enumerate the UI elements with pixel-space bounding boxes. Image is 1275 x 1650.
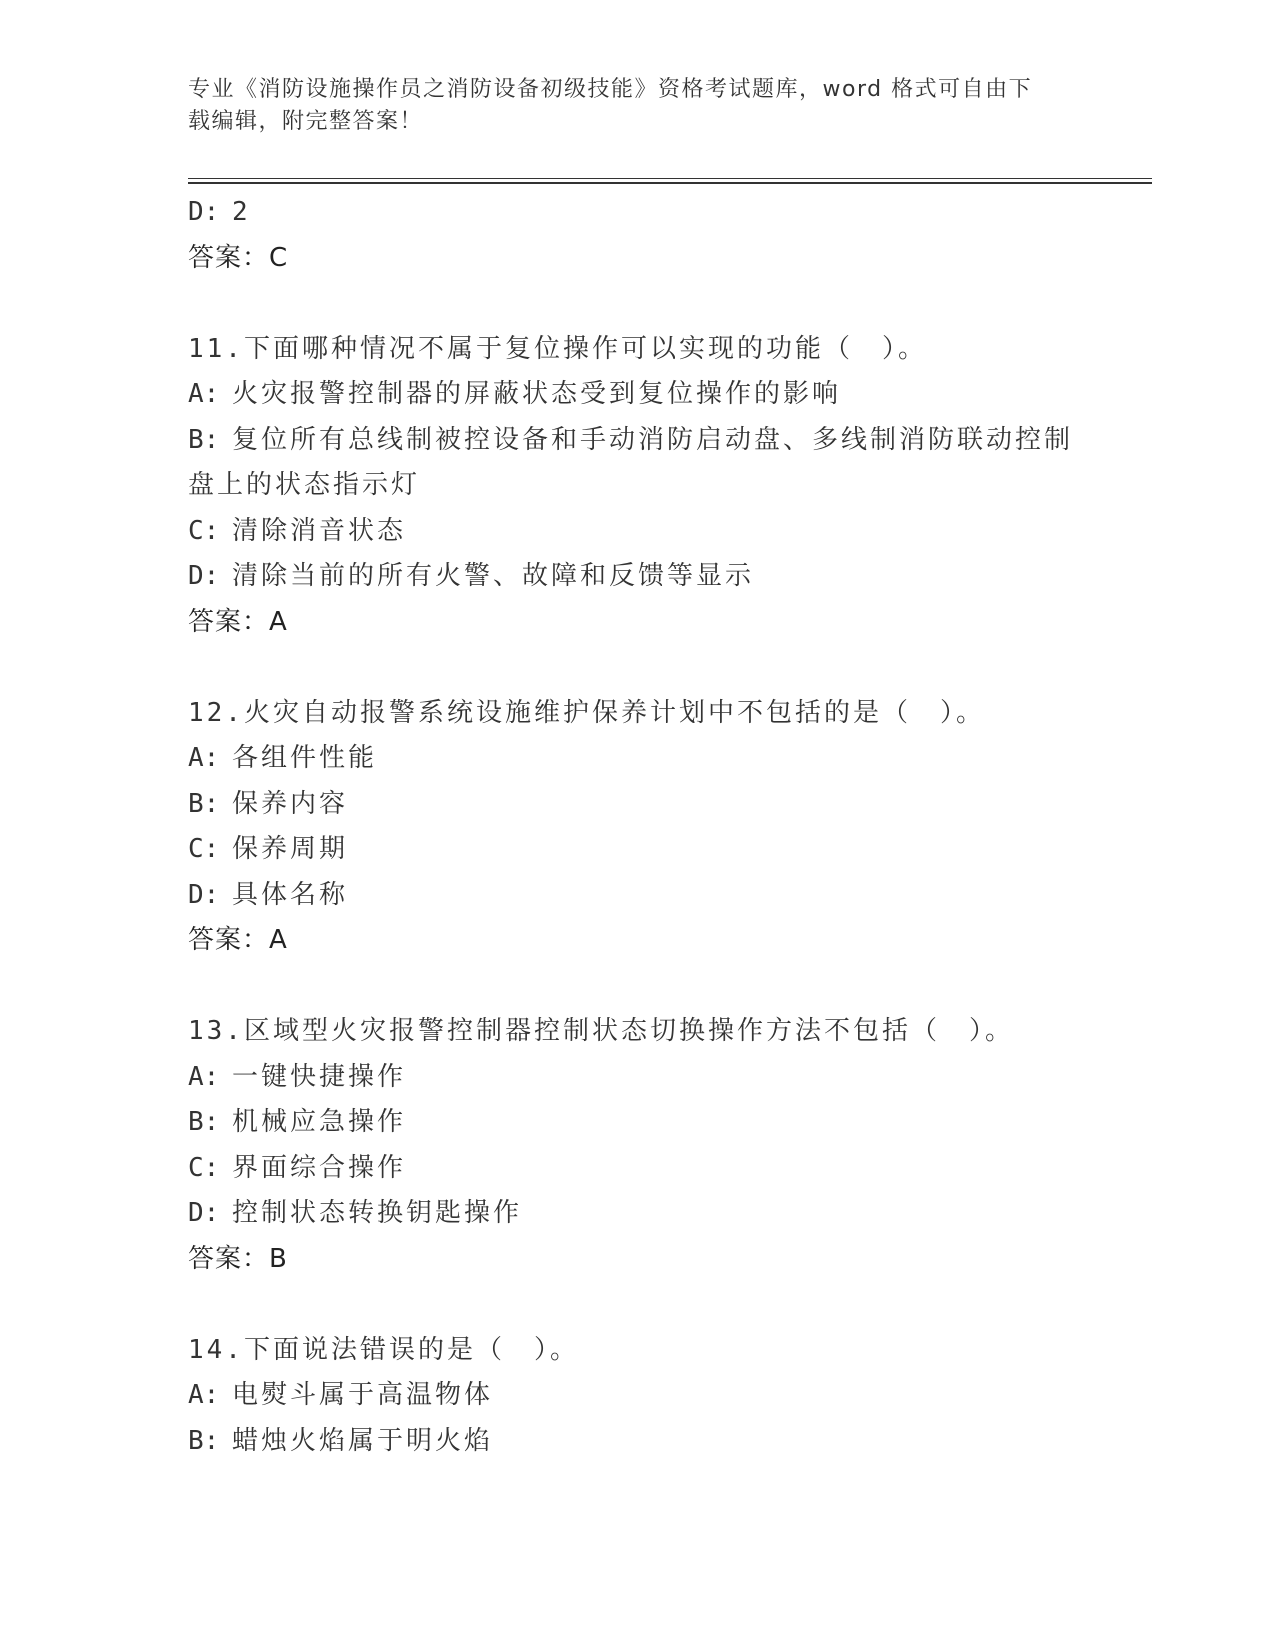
option-label: B: — [188, 1425, 220, 1456]
option-text: 各组件性能 — [232, 743, 378, 773]
option-text: 复位所有总线制被控设备和手动消防启动盘、多线制消防联动控制 — [232, 424, 1074, 455]
option-text: 火灾报警控制器的屏蔽状态受到复位操作的影响 — [232, 379, 842, 409]
question-13-option-c — [188, 1146, 1108, 1192]
spacer — [188, 964, 1108, 1010]
option-label: D: — [188, 879, 220, 910]
option-label: B: — [188, 1107, 220, 1137]
question-list — [188, 190, 1108, 1464]
question-11-option-b — [188, 418, 1108, 464]
option-label: A: — [188, 1061, 220, 1092]
option-text: 界面综合操作 — [232, 1152, 407, 1183]
option-label: C: — [188, 515, 220, 546]
question-14-option-b — [188, 1419, 1108, 1465]
option-label: B: — [188, 424, 220, 455]
question-12-stem: 12.火灾自动报警系统设施维护保养计划中不包括的是（ ）。 — [188, 697, 985, 728]
option-label: A: — [188, 379, 220, 409]
option-label: D: — [188, 561, 220, 591]
option-text: 清除当前的所有火警、故障和反馈等显示 — [232, 561, 755, 591]
option-text: 蜡烛火焰属于明火焰 — [232, 1425, 494, 1456]
question-14-stem: 14.下面说法错误的是（ ）。 — [188, 1334, 579, 1365]
question-13-stem: 13.区域型火灾报警控制器控制状态切换操作方法不包括（ ）。 — [188, 1016, 1014, 1046]
option-label: C: — [188, 834, 220, 864]
option-label: D: — [188, 1198, 220, 1228]
question-12-option-c — [188, 827, 1108, 873]
question-14-option-a — [188, 1373, 1108, 1419]
question-13-option-a — [188, 1055, 1108, 1101]
option-text: 机械应急操作 — [232, 1107, 407, 1137]
spacer — [188, 645, 1108, 691]
question-13-option-b — [188, 1100, 1108, 1146]
question-12-answer: 答案：A — [188, 925, 288, 955]
option-text: 控制状态转换钥匙操作 — [232, 1198, 523, 1228]
question-12-option-d — [188, 873, 1108, 919]
spacer — [188, 1282, 1108, 1328]
question-11-option-b-continued: 盘上的状态指示灯 — [188, 470, 421, 500]
option-text: 2 — [232, 197, 251, 227]
document-header — [188, 74, 1068, 138]
question-12-option-a — [188, 736, 1108, 782]
option-text: 电熨斗属于高温物体 — [232, 1380, 494, 1410]
option-label: C: — [188, 1152, 220, 1183]
question-12-option-b — [188, 782, 1108, 828]
option-text: 保养周期 — [232, 834, 349, 864]
header-rule-thick — [188, 182, 1152, 184]
question-11-option-c — [188, 509, 1108, 555]
question-11-option-a — [188, 372, 1108, 418]
header-line-1: 专业《消防设施操作员之消防设备初级技能》资格考试题库，word 格式可自由下 — [188, 77, 1033, 102]
prev-option-d — [188, 190, 1108, 236]
question-11-stem: 11.下面哪种情况不属于复位操作可以实现的功能（ ）。 — [188, 333, 927, 364]
question-11-option-d — [188, 554, 1108, 600]
option-text: 清除消音状态 — [232, 515, 407, 546]
question-13-option-d — [188, 1191, 1108, 1237]
option-label: D: — [188, 197, 220, 227]
spacer — [188, 281, 1108, 327]
option-text: 具体名称 — [232, 879, 349, 910]
question-11-answer: 答案：A — [188, 606, 288, 637]
header-rule-thin — [188, 178, 1152, 179]
option-text: 保养内容 — [232, 788, 349, 819]
option-label: B: — [188, 788, 220, 819]
header-line-2: 载编辑，附完整答案！ — [188, 109, 424, 134]
option-label: A: — [188, 743, 220, 773]
prev-answer: 答案：C — [188, 242, 289, 273]
option-label: A: — [188, 1380, 220, 1410]
option-text: 一键快捷操作 — [232, 1061, 407, 1092]
question-13-answer: 答案：B — [188, 1243, 288, 1274]
